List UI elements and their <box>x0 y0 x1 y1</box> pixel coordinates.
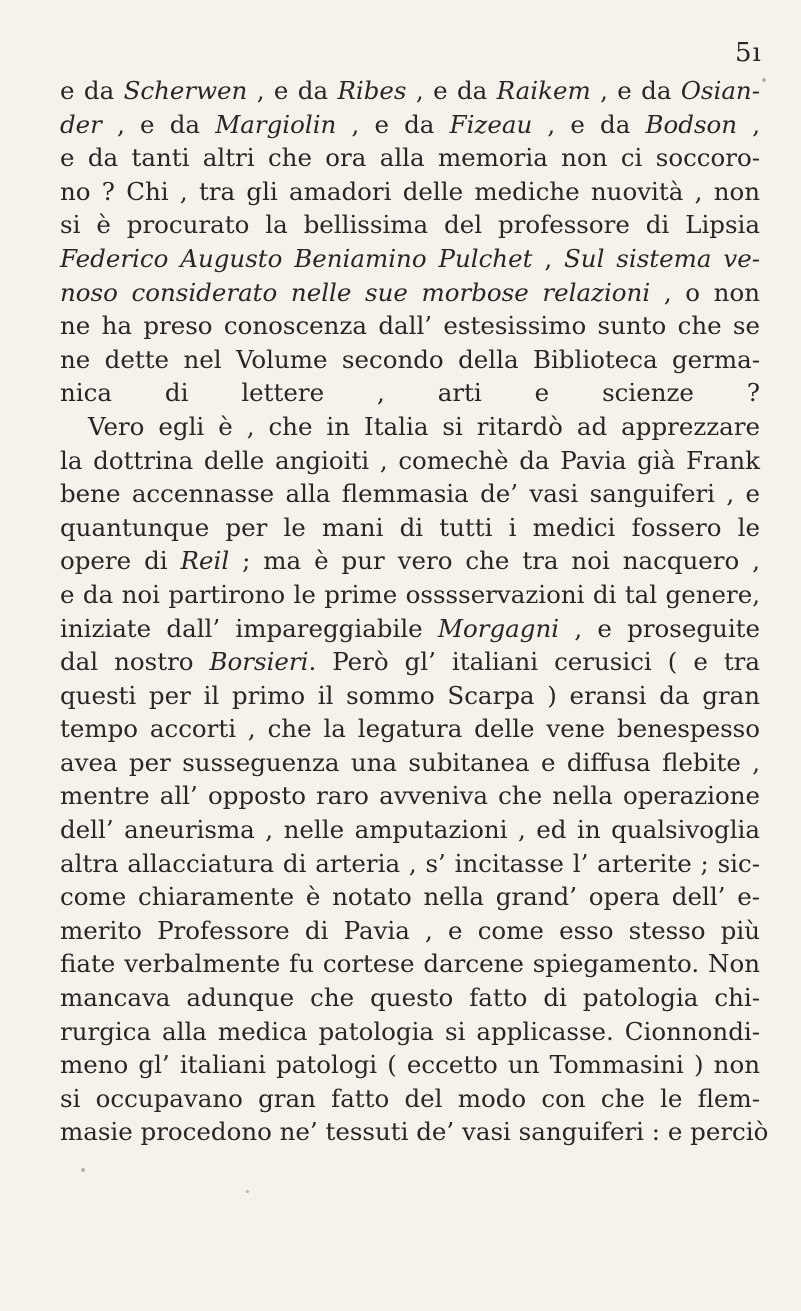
text-run: e da <box>60 76 124 105</box>
italic-text: Bodson <box>645 109 738 139</box>
paper-speck <box>762 78 766 82</box>
text-run: , <box>737 109 761 139</box>
text-line <box>60 847 760 881</box>
text-line <box>60 779 760 813</box>
text-line <box>60 276 760 310</box>
text-run: no ? Chi , tra gli amadori delle mediche nuovità , non <box>60 176 760 206</box>
text-run: mentre all’ opposto raro avveniva che nella operazione <box>60 781 760 811</box>
text-line <box>60 813 760 847</box>
italic-text: der <box>60 109 102 139</box>
text-run: , e da <box>101 109 216 139</box>
text-run: dal nostro <box>60 647 210 677</box>
text-run: , e da <box>590 76 681 105</box>
text-run: merito Professore di Pavia , e come esso stesso più <box>60 915 760 945</box>
text-line <box>60 242 760 276</box>
body-text <box>60 74 769 1149</box>
italic-text: Morgagni <box>437 613 560 643</box>
italic-text: Osian- <box>680 76 760 105</box>
text-run: come chiaramente è notato nella grand’ opera dell’ e- <box>60 882 760 912</box>
text-run: e da noi partirono le prime osssservazioni di tal genere, <box>60 579 760 609</box>
text-line <box>60 477 760 511</box>
text-run: masie procedono ne’ tessuti de’ vasi sanguiferi : e perciò <box>60 1117 769 1147</box>
text-line <box>60 544 760 578</box>
text-run: si occupavano gran fatto del modo con che le flem- <box>60 1083 760 1113</box>
paper-speck <box>81 1168 85 1172</box>
text-line <box>60 74 760 108</box>
italic-text: noso considerato nelle sue morbose relazioni <box>60 277 651 307</box>
text-run: , <box>532 243 565 273</box>
italic-text: Borsieri <box>209 647 309 677</box>
text-run: ; ma è pur vero che tra noi nacquero , <box>229 546 760 576</box>
text-line <box>60 1048 760 1082</box>
text-line <box>60 880 760 914</box>
text-run: altra allacciatura di arteria , s’ incitasse l’ arterite ; sic- <box>60 848 760 878</box>
text-line <box>60 645 760 679</box>
italic-text: Ribes <box>337 76 407 105</box>
italic-text: Federico Augusto Beniamino Pulchet <box>60 243 533 273</box>
text-line <box>60 376 760 410</box>
text-run: . Però gl’ italiani cerusici ( e tra <box>308 647 760 677</box>
text-line <box>60 947 760 981</box>
text-line <box>60 444 760 478</box>
text-line <box>60 1082 760 1116</box>
text-line <box>60 1115 769 1149</box>
text-run: questi per il primo il sommo Scarpa ) eransi da gran <box>60 680 760 710</box>
text-run: opere di <box>60 546 181 576</box>
text-run: rurgica alla medica patologia si applicasse. Cionnondi- <box>60 1016 760 1046</box>
text-run: nica di lettere , arti e scienze ? <box>60 378 760 408</box>
text-run: e da tanti altri che ora alla memoria non ci soccoro- <box>60 143 760 173</box>
italic-text: Reil <box>180 546 230 576</box>
text-run: iniziate dall’ impareggiabile <box>60 613 438 643</box>
text-line <box>60 679 760 713</box>
text-line <box>60 914 760 948</box>
text-run: quantunque per le mani di tutti i medici fossero le <box>60 512 760 542</box>
italic-text: Scherwen <box>123 76 248 105</box>
text-line <box>60 410 760 444</box>
text-line <box>60 343 760 377</box>
text-run: , o non <box>650 277 760 307</box>
text-run: meno gl’ italiani patologi ( eccetto un Tommasini ) non <box>60 1050 760 1080</box>
paper-speck <box>246 1190 249 1193</box>
text-run: tempo accorti , che la legatura delle vene benespesso <box>60 714 760 744</box>
text-run: si è procurato la bellissima del professore di Lipsia <box>60 210 760 240</box>
text-line <box>60 108 760 142</box>
text-line <box>60 578 760 612</box>
text-run: la dottrina delle angioiti , comechè da Pavia già Frank <box>60 445 760 475</box>
text-line <box>60 981 760 1015</box>
text-run: ne ha preso conoscenza dall’ estesissimo sunto che se <box>60 311 760 341</box>
text-run: dell’ aneurisma , nelle amputazioni , ed in qualsivoglia <box>60 815 760 845</box>
text-run: ne dette nel Volume secondo della Biblioteca germa- <box>60 344 760 374</box>
text-line <box>60 309 760 343</box>
text-line <box>60 175 760 209</box>
text-line <box>60 612 760 646</box>
text-run: , e da <box>336 109 450 139</box>
text-run: fiate verbalmente fu cortese darcene spiegamento. Non <box>60 949 760 979</box>
text-run: , e proseguite <box>559 613 760 643</box>
text-run: mancava adunque che questo fatto di patologia chi- <box>60 983 760 1013</box>
text-line <box>60 712 760 746</box>
text-line <box>60 511 760 545</box>
italic-text: Fizeau <box>449 109 533 139</box>
italic-text: Sul sistema ve- <box>564 243 760 273</box>
italic-text: Margiolin <box>215 109 337 139</box>
text-line <box>60 141 760 175</box>
text-run: , e da <box>247 76 338 105</box>
text-run: avea per susseguenza una subitanea e diffusa flebite , <box>60 747 760 777</box>
text-run: , e da <box>406 76 497 105</box>
text-run: , e da <box>532 109 646 139</box>
text-line <box>60 746 760 780</box>
text-line <box>60 1015 760 1049</box>
page-number: 5ı <box>735 38 762 68</box>
text-run: bene accennasse alla flemmasia de’ vasi sanguiferi , e <box>60 479 760 509</box>
italic-text: Raikem <box>496 76 591 105</box>
text-line <box>60 208 760 242</box>
text-run: Vero egli è , che in Italia si ritardò ad apprezzare <box>88 411 760 441</box>
